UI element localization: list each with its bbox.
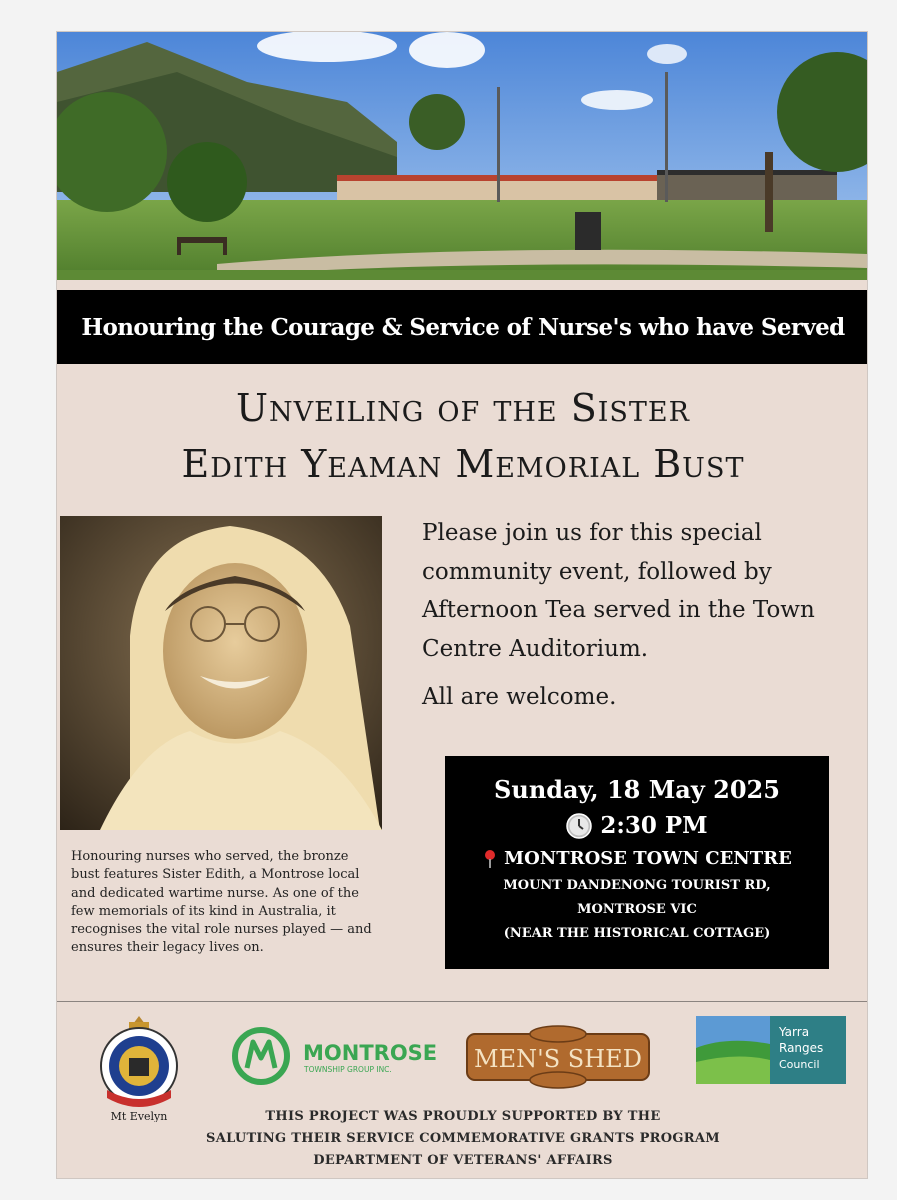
event-details-box <box>445 756 829 969</box>
map-pin-icon <box>482 849 498 869</box>
mens-shed-logo <box>467 1026 649 1088</box>
yarra-line-1: Yarra <box>779 1025 810 1039</box>
yarra-line-2: Ranges <box>779 1041 824 1055</box>
welcome-text: All are welcome. <box>422 684 617 710</box>
spacer <box>57 280 868 290</box>
yarra-ranges-logo <box>696 1016 846 1084</box>
event-poster <box>56 31 868 1179</box>
event-venue: MONTROSE TOWN CENTRE <box>504 848 792 869</box>
portrait-caption: Honouring nurses who served, the bronze bust features Sister Edith, a Montrose local and dedicated wartime nurse. As one of the few memorials of its kind in Australia, it recognises the vital role nurses played — and ensures their legacy lives on. <box>71 849 372 956</box>
clock-icon <box>566 813 592 839</box>
event-venue-row <box>445 844 829 874</box>
support-statement <box>57 1106 868 1172</box>
event-address-1: MOUNT DANDENONG TOURIST RD, <box>503 878 771 893</box>
montrose-logo <box>235 1030 437 1082</box>
banner-text: Honouring the Courage & Service of Nurse's who have Served <box>81 313 845 341</box>
title-line-2: Edith Yeaman Memorial Bust <box>181 442 745 486</box>
portrait-photo <box>60 516 382 830</box>
nurse-portrait-image <box>60 516 382 830</box>
landscape-image <box>57 32 868 280</box>
mens-shed-name: MEN'S SHED <box>474 1045 642 1073</box>
header-banner <box>57 290 868 364</box>
event-title <box>57 380 868 492</box>
event-address-3: (NEAR THE HISTORICAL COTTAGE) <box>503 926 771 941</box>
hero-photo <box>57 32 868 280</box>
support-line-3: DEPARTMENT OF VETERANS' AFFAIRS <box>313 1153 613 1168</box>
footer-divider <box>57 1001 868 1002</box>
rsl-label: Mt Evelyn <box>110 1110 168 1122</box>
event-time: 2:30 PM <box>600 812 708 839</box>
event-date: Sunday, 18 May 2025 <box>494 775 780 804</box>
event-address-2: MONTROSE VIC <box>577 902 697 917</box>
invitation-body: Please join us for this special community event, followed by Afternoon Tea served in the Town Centre Auditorium. <box>422 520 815 662</box>
montrose-sub: TOWNSHIP GROUP INC. <box>304 1065 392 1074</box>
support-line-2: SALUTING THEIR SERVICE COMMEMORATIVE GRANTS PROGRAM <box>206 1131 720 1146</box>
support-line-1: THIS PROJECT WAS PROUDLY SUPPORTED BY THE <box>265 1109 661 1124</box>
montrose-name: MONTROSE <box>303 1041 438 1065</box>
event-time-row <box>445 808 829 844</box>
invitation-text <box>422 514 852 717</box>
yarra-line-3: Council <box>779 1058 820 1071</box>
title-line-1: Unveiling of the Sister <box>236 386 690 430</box>
